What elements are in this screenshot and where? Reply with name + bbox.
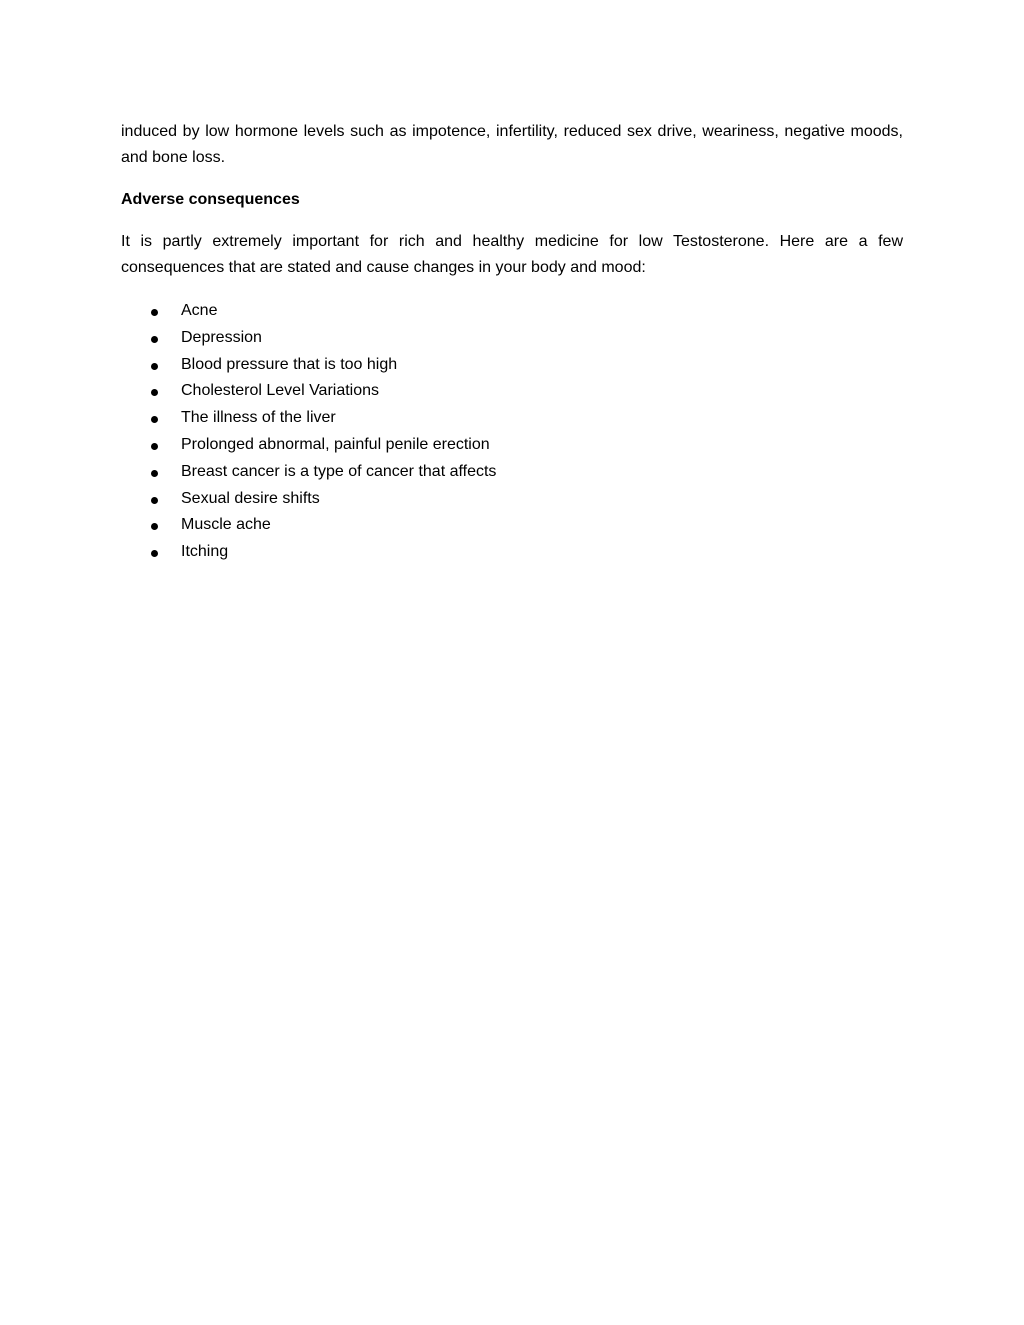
list-item	[121, 512, 903, 539]
list-item	[121, 298, 903, 325]
list-item	[121, 459, 903, 486]
list-item-text: The illness of the liver	[181, 409, 336, 427]
bullet-icon	[151, 336, 158, 343]
document-page	[121, 119, 903, 566]
list-item	[121, 405, 903, 432]
bullet-icon	[151, 470, 158, 477]
list-item-text: Sexual desire shifts	[181, 489, 320, 507]
list-item	[121, 539, 903, 566]
list-item-text: Depression	[181, 328, 262, 346]
list-item-text: Blood pressure that is too high	[181, 355, 398, 373]
bullet-icon	[151, 389, 158, 396]
bullet-icon	[151, 497, 158, 504]
list-item-text: Itching	[181, 543, 229, 561]
list-item-text: Prolonged abnormal, painful penile erection	[181, 435, 490, 453]
bullet-icon	[151, 309, 158, 316]
consequences-list	[121, 298, 903, 566]
bullet-icon	[151, 523, 158, 530]
list-item	[121, 325, 903, 352]
list-item	[121, 432, 903, 459]
bullet-icon	[151, 363, 158, 370]
list-item-text: Breast cancer is a type of cancer that affects	[181, 462, 497, 480]
bullet-icon	[151, 550, 158, 557]
list-item	[121, 486, 903, 513]
list-item-text: Muscle ache	[181, 516, 271, 534]
intro-paragraph: induced by low hormone levels such as impotence, infertility, reduced sex drive, weariness, negative moods, and bone loss.	[121, 123, 903, 166]
bullet-icon	[151, 443, 158, 450]
list-item	[121, 352, 903, 379]
section-paragraph: It is partly extremely important for rich and healthy medicine for low Testosterone. Here are a few consequences that are stated and cause changes in your body and mood:	[121, 233, 903, 276]
section-heading: Adverse consequences	[121, 191, 300, 208]
list-item	[121, 378, 903, 405]
list-item-text: Cholesterol Level Variations	[181, 382, 380, 400]
list-item-text: Acne	[181, 302, 218, 319]
bullet-icon	[151, 416, 158, 423]
